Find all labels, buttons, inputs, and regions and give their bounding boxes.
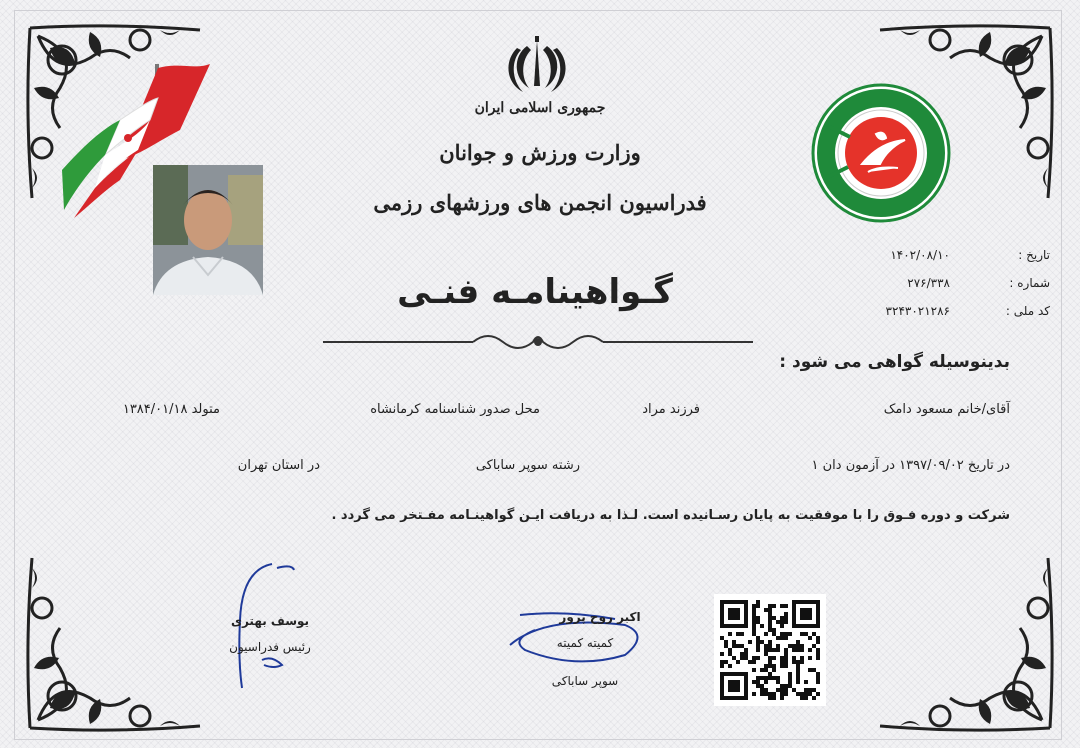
title-divider — [323, 330, 753, 354]
father-name: فرزند مراد — [642, 402, 700, 417]
federation-logo-icon — [810, 82, 952, 224]
header-federation: فدراسیون انجمن های ورزشهای رزمی — [373, 190, 707, 215]
lead-sentence: بدینوسیله گواهی می شود : — [779, 352, 1010, 372]
number-value: ۲۷۶/۳۳۸ — [907, 276, 950, 290]
ornament-corner-bottom-left — [20, 548, 210, 738]
ornament-corner-bottom-right — [870, 548, 1060, 738]
province: در استان تهران — [237, 458, 320, 473]
qr-code — [714, 594, 826, 706]
birthplace: محل صدور شناسنامه کرمانشاه — [370, 402, 540, 417]
date-label: تاریخ : — [1018, 248, 1050, 262]
header-republic: جمهوری اسلامی ایران — [474, 100, 606, 116]
header-ministry: وزارت ورزش و جوانان — [439, 140, 641, 165]
holder-name: آقای/خانم مسعود دامک — [883, 402, 1010, 417]
national-id-value: ۳۲۴۳۰۲۱۲۸۶ — [885, 304, 950, 318]
holder-photo — [153, 165, 263, 295]
person-photo-icon — [153, 165, 263, 295]
qr-code-icon — [714, 594, 826, 706]
birthdate: متولد ۱۳۸۴/۰۱/۱۸ — [122, 402, 220, 417]
president-name: یوسف بهتری — [230, 614, 310, 628]
president-title: رئیس فدراسیون — [229, 640, 311, 654]
certificate-title: گـواهینامـه فنـی — [397, 272, 673, 312]
date-value: ۱۴۰۲/۰۸/۱۰ — [890, 248, 950, 262]
committee-field: سوپر ساباکی — [551, 674, 619, 688]
number-label: شماره : — [1009, 276, 1050, 290]
committee-title: کمیته کمیته — [556, 636, 614, 650]
discipline: رشته سوپر ساباکی — [475, 458, 580, 473]
completion-sentence: شرکت و دوره فـوق را با موفقیت به پایان رسـانیده است. لـذا به دریافت ایـن گواهینـامه مفـتخر می گردد . — [331, 508, 1010, 523]
committee-name: اکبر روح پرور — [559, 610, 641, 624]
iran-emblem-icon — [505, 36, 569, 94]
national-id-label: کد ملی : — [1005, 304, 1050, 318]
exam-date: در تاریخ ۱۳۹۷/۰۹/۰۲ در آزمون دان ۱ — [811, 458, 1010, 473]
